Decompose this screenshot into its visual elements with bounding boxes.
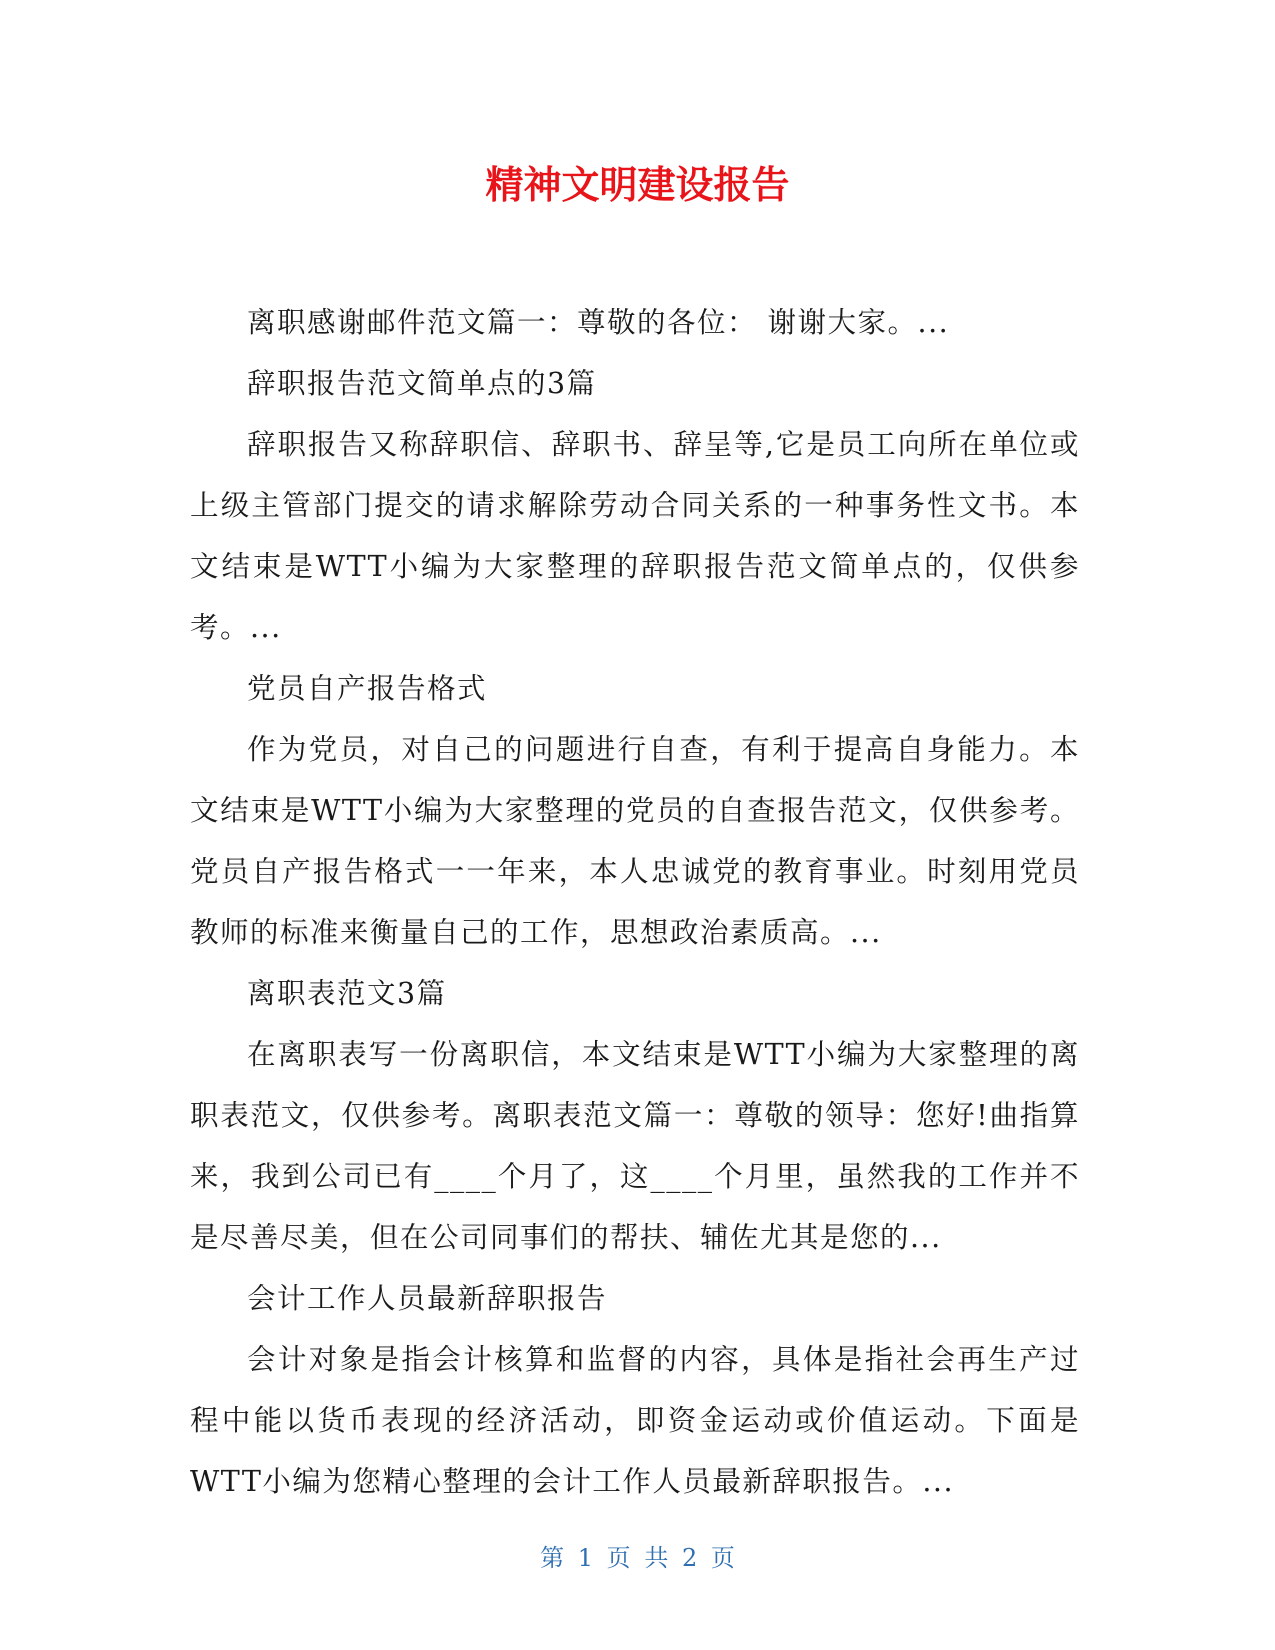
paragraph: 离职感谢邮件范文篇一：尊敬的各位： 谢谢大家。... [247, 306, 950, 339]
footer-label-page: 第 [540, 1544, 565, 1572]
document-body [190, 292, 1080, 1512]
paragraph: 党员自产报告格式 [247, 672, 488, 705]
paragraph: 会计工作人员最新辞职报告 [247, 1282, 608, 1315]
footer-label-total: 共 [644, 1544, 669, 1572]
paragraph: 作为党员，对自己的问题进行自查，有利于提高自身能力。本文结束是WTT小编为大家整理的党员的自查报告范文，仅供参考。党员自产报告格式一一年来，本人忠诚党的教育事业。时刻用党员教师的标准来衡量自己的工作，思想政治素质高。... [190, 733, 1080, 949]
footer-total-pages: 2 [681, 1544, 698, 1572]
paragraph: 会计对象是指会计核算和监督的内容，具体是指社会再生产过程中能以货币表现的经济活动，即资金运动或价值运动。下面是WTT小编为您精心整理的会计工作人员最新辞职报告。... [190, 1343, 1080, 1498]
footer-label-end: 页 [710, 1544, 735, 1572]
paragraph: 辞职报告范文简单点的3篇 [247, 367, 597, 400]
footer-current-page: 1 [577, 1544, 594, 1572]
footer-label-of: 页 [606, 1544, 631, 1572]
document-title: 精神文明建设报告 [485, 163, 790, 207]
paragraph: 在离职表写一份离职信，本文结束是WTT小编为大家整理的离职表范文，仅供参考。离职表范文篇一：尊敬的领导：您好!曲指算来，我到公司已有____个月了，这____个月里，虽然我的工作并不是尽善尽美，但在公司同事们的帮扶、辅佐尤其是您的... [190, 1038, 1080, 1254]
page-footer [0, 1543, 1275, 1573]
paragraph: 离职表范文3篇 [247, 977, 447, 1010]
paragraph: 辞职报告又称辞职信、辞职书、辞呈等,它是员工向所在单位或上级主管部门提交的请求解除劳动合同关系的一种事务性文书。本文结束是WTT小编为大家整理的辞职报告范文简单点的，仅供参考。... [190, 428, 1080, 644]
